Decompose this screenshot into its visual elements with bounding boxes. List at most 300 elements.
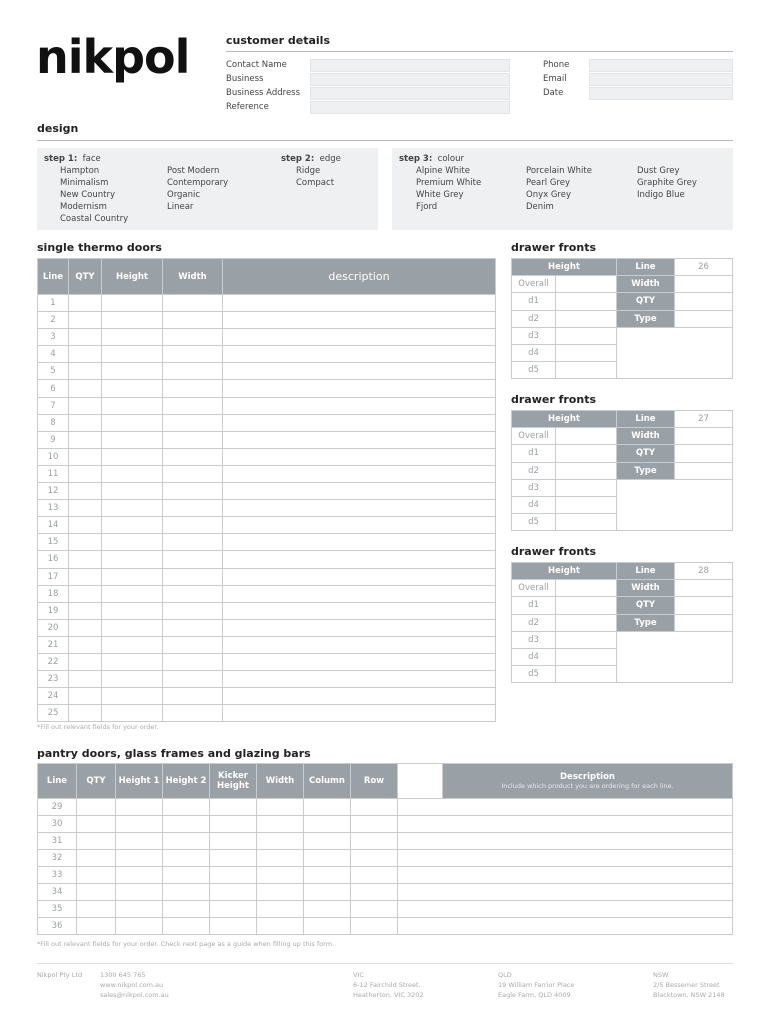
kicker-height-cell[interactable] <box>210 867 257 884</box>
table-row <box>38 312 496 329</box>
drawer-row <box>512 479 733 496</box>
table-row <box>38 585 496 602</box>
description-cell[interactable] <box>223 653 496 670</box>
height-2-cell[interactable] <box>163 799 210 816</box>
table-row <box>38 653 496 670</box>
qty-cell[interactable] <box>69 431 102 448</box>
height-cell[interactable] <box>102 517 163 534</box>
drawer-fronts-table <box>511 258 733 379</box>
qty-cell[interactable] <box>77 816 116 833</box>
height-1-cell[interactable] <box>116 850 163 867</box>
table-row <box>38 380 496 397</box>
line-cell: 18 <box>38 585 69 602</box>
height-cell[interactable] <box>102 636 163 653</box>
width-cell[interactable] <box>163 619 223 636</box>
qty-cell[interactable] <box>77 799 116 816</box>
drawer-height-cell[interactable] <box>556 293 617 310</box>
column-cell[interactable] <box>304 799 351 816</box>
line-cell: 2 <box>38 312 69 329</box>
height-cell[interactable] <box>102 534 163 551</box>
description-cell[interactable] <box>223 397 496 414</box>
drawer-row-label: d4 <box>512 344 556 361</box>
qty-cell[interactable] <box>69 346 102 363</box>
line-cell: 12 <box>38 483 69 500</box>
face-option: Modernism <box>60 202 107 212</box>
row-cell[interactable] <box>351 816 398 833</box>
business-field[interactable] <box>310 73 510 86</box>
pantry-table <box>37 763 733 935</box>
description-cell[interactable] <box>398 850 733 867</box>
height-cell[interactable] <box>102 568 163 585</box>
reference-field[interactable] <box>310 101 510 114</box>
width-value-cell[interactable] <box>675 276 733 293</box>
header-column: Column <box>304 764 351 799</box>
height-cell[interactable] <box>102 671 163 688</box>
width-cell[interactable] <box>163 312 223 329</box>
footer-phone[interactable]: 1300 645 765 <box>100 971 146 979</box>
height-cell[interactable] <box>102 465 163 482</box>
width-cell[interactable] <box>257 833 304 850</box>
height-1-cell[interactable] <box>116 833 163 850</box>
drawer-qty-cell[interactable] <box>675 597 733 614</box>
drawer-row-label: d5 <box>512 362 556 379</box>
description-cell[interactable] <box>223 534 496 551</box>
drawer-height-cell[interactable] <box>556 479 617 496</box>
width-cell[interactable] <box>163 397 223 414</box>
qty-cell[interactable] <box>77 918 116 935</box>
width-value-cell[interactable] <box>675 428 733 445</box>
line-cell: 13 <box>38 500 69 517</box>
qty-cell[interactable] <box>69 448 102 465</box>
qty-cell[interactable] <box>77 901 116 918</box>
kicker-height-cell[interactable] <box>210 850 257 867</box>
header-height: Height <box>102 259 163 295</box>
contact-name-field[interactable] <box>310 59 510 72</box>
qty-cell[interactable] <box>69 329 102 346</box>
description-cell[interactable] <box>223 517 496 534</box>
description-cell[interactable] <box>223 312 496 329</box>
drawer-row <box>512 614 733 631</box>
qty-cell[interactable] <box>69 602 102 619</box>
column-cell[interactable] <box>304 816 351 833</box>
qty-cell[interactable] <box>69 705 102 722</box>
header-line: Line <box>38 259 69 295</box>
table-row <box>38 534 496 551</box>
header-blank <box>398 764 443 799</box>
table-row <box>38 414 496 431</box>
width-cell[interactable] <box>163 465 223 482</box>
height-cell[interactable] <box>102 380 163 397</box>
drawer-height-cell[interactable] <box>556 445 617 462</box>
kicker-height-cell[interactable] <box>210 816 257 833</box>
step3-heading <box>399 153 464 165</box>
description-cell[interactable] <box>223 585 496 602</box>
width-cell[interactable] <box>163 636 223 653</box>
kicker-height-cell[interactable] <box>210 901 257 918</box>
qty-cell[interactable] <box>69 585 102 602</box>
drawer-header-row <box>512 259 733 276</box>
description-cell[interactable] <box>223 346 496 363</box>
header-width: Width <box>257 764 304 799</box>
design-step1-panel <box>37 148 287 230</box>
line-cell: 19 <box>38 602 69 619</box>
drawer-height-cell[interactable] <box>556 496 617 513</box>
drawer-type-cell[interactable] <box>675 614 733 631</box>
date-field[interactable] <box>589 87 733 100</box>
kicker-height-cell[interactable] <box>210 918 257 935</box>
drawer-line-number: 26 <box>675 259 733 276</box>
height-cell[interactable] <box>102 705 163 722</box>
width-cell[interactable] <box>257 850 304 867</box>
qty-cell[interactable] <box>69 636 102 653</box>
width-cell[interactable] <box>163 705 223 722</box>
width-cell[interactable] <box>163 653 223 670</box>
footer-email-link[interactable]: sales@nikpol.com.au <box>100 991 169 999</box>
table-row <box>38 500 496 517</box>
design-step3-panel <box>392 148 733 230</box>
drawer-height-cell[interactable] <box>556 514 617 531</box>
description-cell[interactable] <box>223 551 496 568</box>
qty-cell[interactable] <box>69 688 102 705</box>
contact-name-label: Contact Name <box>226 60 287 70</box>
qty-cell[interactable] <box>69 380 102 397</box>
table-row <box>38 799 733 816</box>
qty-cell[interactable] <box>69 671 102 688</box>
kicker-height-cell[interactable] <box>210 799 257 816</box>
qty-cell[interactable] <box>69 517 102 534</box>
description-cell[interactable] <box>398 867 733 884</box>
description-cell[interactable] <box>398 816 733 833</box>
nikpol-logo: nikpol <box>36 30 190 84</box>
line-cell: 22 <box>38 653 69 670</box>
height-1-cell[interactable] <box>116 799 163 816</box>
line-cell: 6 <box>38 380 69 397</box>
height-cell[interactable] <box>102 602 163 619</box>
table-row <box>38 346 496 363</box>
width-cell[interactable] <box>163 585 223 602</box>
column-cell[interactable] <box>304 901 351 918</box>
step1-label: step 1: <box>44 154 78 164</box>
qty-cell[interactable] <box>69 619 102 636</box>
description-cell[interactable] <box>223 363 496 380</box>
step1-heading <box>44 153 101 165</box>
width-cell[interactable] <box>163 500 223 517</box>
drawer-fronts-title: drawer fronts <box>511 241 597 254</box>
drawer-notes-cell[interactable] <box>617 479 733 531</box>
description-cell[interactable] <box>223 602 496 619</box>
width-cell[interactable] <box>257 918 304 935</box>
height-cell[interactable] <box>102 363 163 380</box>
row-cell[interactable] <box>351 867 398 884</box>
height-1-cell[interactable] <box>116 816 163 833</box>
drawer-row-label: d3 <box>512 479 556 496</box>
footer-nsw-state: NSW <box>653 971 669 979</box>
height-1-cell[interactable] <box>116 918 163 935</box>
drawer-row-label: d1 <box>512 293 556 310</box>
column-cell[interactable] <box>304 867 351 884</box>
height-cell[interactable] <box>102 414 163 431</box>
height-cell[interactable] <box>102 312 163 329</box>
height-cell[interactable] <box>102 431 163 448</box>
table-row <box>38 363 496 380</box>
drawer-type-header: Type <box>617 614 675 631</box>
height-cell[interactable] <box>102 448 163 465</box>
description-cell[interactable] <box>223 619 496 636</box>
description-cell[interactable] <box>223 295 496 312</box>
face-option: New Country <box>60 190 116 200</box>
width-cell[interactable] <box>163 329 223 346</box>
phone-row <box>543 58 733 72</box>
width-cell[interactable] <box>163 363 223 380</box>
drawer-height-cell[interactable] <box>556 631 617 648</box>
edge-option: Compact <box>296 178 335 188</box>
overall-value-cell[interactable] <box>556 428 617 445</box>
qty-cell[interactable] <box>69 465 102 482</box>
description-cell[interactable] <box>398 884 733 901</box>
drawer-qty-cell[interactable] <box>675 445 733 462</box>
step1-col2 <box>167 165 228 213</box>
qty-cell[interactable] <box>69 397 102 414</box>
height-1-cell[interactable] <box>116 901 163 918</box>
description-cell[interactable] <box>223 500 496 517</box>
step3-name: colour <box>437 154 464 164</box>
height-cell[interactable] <box>102 585 163 602</box>
drawer-row-label: d2 <box>512 310 556 327</box>
height-2-cell[interactable] <box>163 816 210 833</box>
width-cell[interactable] <box>163 414 223 431</box>
height-cell[interactable] <box>102 397 163 414</box>
description-cell[interactable] <box>223 380 496 397</box>
table-row <box>38 671 496 688</box>
step1-name: face <box>82 154 101 164</box>
height-cell[interactable] <box>102 295 163 312</box>
width-value-cell[interactable] <box>675 580 733 597</box>
header-height-2: Height 2 <box>163 764 210 799</box>
height-cell[interactable] <box>102 619 163 636</box>
row-cell[interactable] <box>351 833 398 850</box>
height-cell[interactable] <box>102 483 163 500</box>
table-row <box>38 833 733 850</box>
pantry-header-row <box>38 764 733 799</box>
drawer-overall-row <box>512 580 733 597</box>
height-1-cell[interactable] <box>116 867 163 884</box>
width-cell[interactable] <box>257 884 304 901</box>
drawer-height-cell[interactable] <box>556 648 617 665</box>
email-field[interactable] <box>589 73 733 86</box>
step3-col1 <box>416 165 481 213</box>
height-2-cell[interactable] <box>163 833 210 850</box>
line-cell: 34 <box>38 884 77 901</box>
description-cell[interactable] <box>398 799 733 816</box>
drawer-height-cell[interactable] <box>556 362 617 379</box>
height-2-cell[interactable] <box>163 884 210 901</box>
width-cell[interactable] <box>163 380 223 397</box>
description-cell[interactable] <box>398 918 733 935</box>
description-cell[interactable] <box>223 636 496 653</box>
thermo-header-row <box>38 259 496 295</box>
drawer-notes-cell[interactable] <box>617 327 733 379</box>
edge-option: Ridge <box>296 166 321 176</box>
qty-cell[interactable] <box>77 867 116 884</box>
description-cell[interactable] <box>223 568 496 585</box>
description-cell[interactable] <box>223 483 496 500</box>
line-cell: 33 <box>38 867 77 884</box>
height-cell[interactable] <box>102 688 163 705</box>
footer-website-link[interactable]: www.nikpol.com.au <box>100 981 164 989</box>
line-cell: 32 <box>38 850 77 867</box>
qty-cell[interactable] <box>77 833 116 850</box>
description-cell[interactable] <box>223 431 496 448</box>
height-cell[interactable] <box>102 346 163 363</box>
table-row <box>38 884 733 901</box>
drawer-notes-cell[interactable] <box>617 631 733 683</box>
height-2-cell[interactable] <box>163 850 210 867</box>
qty-cell[interactable] <box>69 363 102 380</box>
drawer-height-cell[interactable] <box>556 310 617 327</box>
row-cell[interactable] <box>351 799 398 816</box>
drawer-line-number: 27 <box>675 411 733 428</box>
phone-field[interactable] <box>589 59 733 72</box>
width-cell[interactable] <box>163 483 223 500</box>
line-cell: 3 <box>38 329 69 346</box>
qty-cell[interactable] <box>69 653 102 670</box>
width-cell[interactable] <box>257 867 304 884</box>
description-cell[interactable] <box>223 329 496 346</box>
qty-cell[interactable] <box>69 568 102 585</box>
width-cell[interactable] <box>257 901 304 918</box>
qty-cell[interactable] <box>77 884 116 901</box>
row-cell[interactable] <box>351 884 398 901</box>
kicker-height-cell[interactable] <box>210 833 257 850</box>
width-cell[interactable] <box>163 448 223 465</box>
table-row <box>38 483 496 500</box>
drawer-qty-header: QTY <box>617 597 675 614</box>
row-cell[interactable] <box>351 918 398 935</box>
drawer-type-cell[interactable] <box>675 310 733 327</box>
overall-value-cell[interactable] <box>556 276 617 293</box>
description-cell[interactable] <box>223 448 496 465</box>
drawer-height-cell[interactable] <box>556 597 617 614</box>
width-cell[interactable] <box>163 551 223 568</box>
drawer-height-cell[interactable] <box>556 614 617 631</box>
width-cell[interactable] <box>257 799 304 816</box>
width-cell[interactable] <box>163 688 223 705</box>
width-cell[interactable] <box>163 517 223 534</box>
height-2-cell[interactable] <box>163 867 210 884</box>
table-row <box>38 867 733 884</box>
drawer-fronts-table <box>511 562 733 683</box>
row-cell[interactable] <box>351 850 398 867</box>
height-2-cell[interactable] <box>163 918 210 935</box>
qty-cell[interactable] <box>69 414 102 431</box>
column-cell[interactable] <box>304 833 351 850</box>
drawer-qty-cell[interactable] <box>675 293 733 310</box>
width-cell[interactable] <box>163 602 223 619</box>
business-label: Business <box>226 74 264 84</box>
description-cell[interactable] <box>398 833 733 850</box>
customer-divider <box>226 51 733 52</box>
business-address-field[interactable] <box>310 87 510 100</box>
line-cell: 9 <box>38 431 69 448</box>
height-cell[interactable] <box>102 551 163 568</box>
width-cell[interactable] <box>257 816 304 833</box>
contact-name-row <box>226 58 510 72</box>
phone-label: Phone <box>543 60 570 70</box>
qty-cell[interactable] <box>69 312 102 329</box>
qty-cell[interactable] <box>69 483 102 500</box>
width-cell[interactable] <box>163 534 223 551</box>
header-height-1: Height 1 <box>116 764 163 799</box>
kicker-height-cell[interactable] <box>210 884 257 901</box>
qty-cell[interactable] <box>69 534 102 551</box>
qty-cell[interactable] <box>77 850 116 867</box>
header-width: Width <box>163 259 223 295</box>
drawer-height-cell[interactable] <box>556 327 617 344</box>
colour-option: Denim <box>526 202 554 212</box>
height-2-cell[interactable] <box>163 901 210 918</box>
width-cell[interactable] <box>163 568 223 585</box>
pantry-note: *Fill out relevant fields for your order. Check next page as a guide when filling up this form. <box>37 940 335 948</box>
table-row <box>38 619 496 636</box>
design-divider <box>37 140 733 141</box>
line-cell: 20 <box>38 619 69 636</box>
table-row <box>38 431 496 448</box>
column-cell[interactable] <box>304 850 351 867</box>
drawer-width-header: Width <box>617 580 675 597</box>
qty-cell[interactable] <box>69 295 102 312</box>
description-cell[interactable] <box>398 901 733 918</box>
column-cell[interactable] <box>304 884 351 901</box>
line-cell: 25 <box>38 705 69 722</box>
pantry-title: pantry doors, glass frames and glazing bars <box>37 747 311 760</box>
overall-value-cell[interactable] <box>556 580 617 597</box>
column-cell[interactable] <box>304 918 351 935</box>
drawer-height-cell[interactable] <box>556 462 617 479</box>
drawer-type-cell[interactable] <box>675 462 733 479</box>
width-cell[interactable] <box>163 671 223 688</box>
description-cell[interactable] <box>223 414 496 431</box>
colour-option: Graphite Grey <box>637 178 697 188</box>
height-1-cell[interactable] <box>116 884 163 901</box>
email-row <box>543 72 733 86</box>
drawer-row-label: d5 <box>512 514 556 531</box>
footer-nsw-street: 2/5 Bessemer Street <box>653 981 720 989</box>
description-cell[interactable] <box>223 688 496 705</box>
qty-cell[interactable] <box>69 551 102 568</box>
drawer-row-label: d4 <box>512 496 556 513</box>
height-cell[interactable] <box>102 329 163 346</box>
height-cell[interactable] <box>102 500 163 517</box>
table-row <box>38 918 733 935</box>
description-cell[interactable] <box>223 671 496 688</box>
width-cell[interactable] <box>163 295 223 312</box>
description-cell[interactable] <box>223 705 496 722</box>
overall-label: Overall <box>512 580 556 597</box>
height-cell[interactable] <box>102 653 163 670</box>
description-cell[interactable] <box>223 465 496 482</box>
width-cell[interactable] <box>163 346 223 363</box>
drawer-height-cell[interactable] <box>556 344 617 361</box>
table-row <box>38 551 496 568</box>
design-step2-panel <box>274 148 378 230</box>
drawer-row-label: d2 <box>512 462 556 479</box>
drawer-type-header: Type <box>617 310 675 327</box>
row-cell[interactable] <box>351 901 398 918</box>
design-title: design <box>37 122 79 135</box>
width-cell[interactable] <box>163 431 223 448</box>
drawer-height-cell[interactable] <box>556 666 617 683</box>
qty-cell[interactable] <box>69 500 102 517</box>
